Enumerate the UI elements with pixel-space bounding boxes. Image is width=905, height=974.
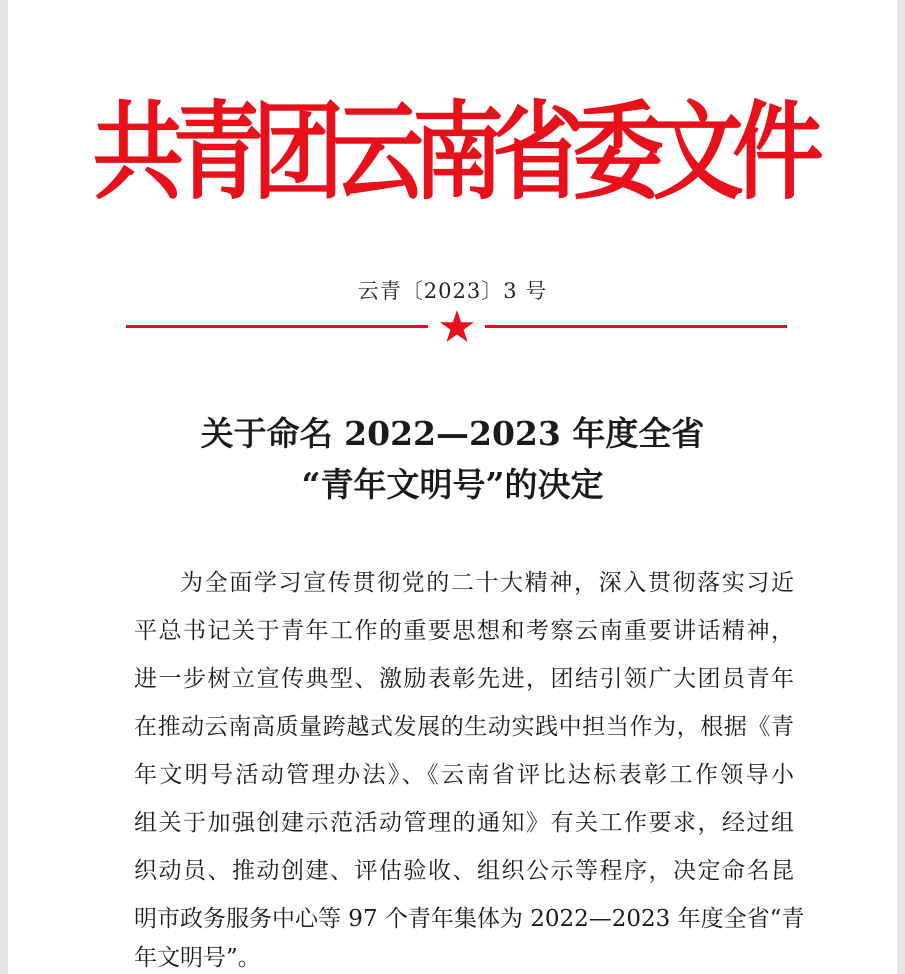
masthead-title: 共青团云南省委文件: [92, 91, 813, 214]
document-page: [8, 0, 897, 974]
red-star-icon: [438, 308, 476, 346]
document-number: 云青〔2023〕3 号: [357, 279, 548, 303]
body-paragraph-line: 年文明号”。: [134, 945, 261, 971]
document-title-line-2: “青年文明号”的决定: [301, 465, 604, 504]
red-divider-left: [126, 325, 428, 328]
body-paragraph-line: 平总书记关于青年工作的重要思想和考察云南重要讲话精神，: [134, 618, 794, 644]
red-divider-right: [485, 325, 787, 328]
body-paragraph-line: 在推动云南高质量跨越式发展的生动实践中担当作为，根据《青: [134, 714, 794, 740]
body-paragraph-line: 年文明号活动管理办法》、《云南省评比达标表彰工作领导小: [134, 762, 794, 788]
body-paragraph-line: 为全面学习宣传贯彻党的二十大精神，深入贯彻落实习近: [180, 570, 794, 596]
body-paragraph-line: 织动员、推动创建、评估验收、组织公示等程序，决定命名昆: [134, 858, 794, 884]
red-star-shape: [438, 308, 476, 346]
body-paragraph-line: 进一步树立宣传典型、激励表彰先进，团结引领广大团员青年: [134, 666, 794, 692]
body-paragraph-line: 明市政务服务中心等 97 个青年集体为 2022—2023 年度全省“青: [134, 906, 805, 932]
document-title-line-1: 关于命名 2022—2023 年度全省: [200, 414, 705, 453]
body-paragraph-line: 组关于加强创建示范活动管理的通知》有关工作要求，经过组: [134, 810, 794, 836]
